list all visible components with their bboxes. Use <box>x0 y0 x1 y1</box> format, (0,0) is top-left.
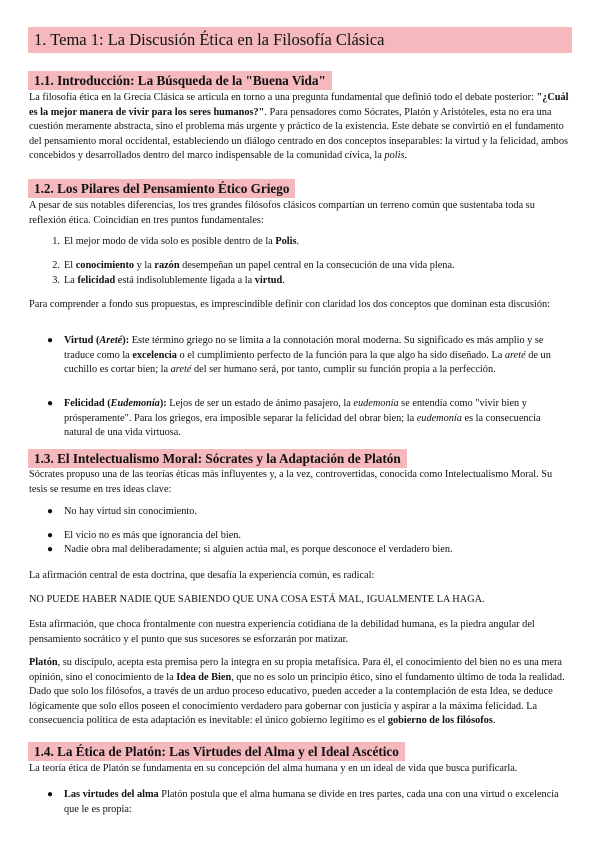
bullet-icon: ● <box>47 335 54 346</box>
bullet-icon: ● <box>47 544 54 555</box>
chapter-title: 1. Tema 1: La Discusión Ética en la Filosofía Clásica <box>28 27 572 53</box>
bullet-icon: ● <box>47 506 54 517</box>
list-item: Nadie obra mal deliberadamente; si alguien actúa mal, es porque desconoce el verdadero bien. <box>64 544 453 555</box>
list-number: 3. <box>52 275 60 286</box>
list-number: 2. <box>52 260 60 271</box>
list-item: El conocimiento y la razón desempeñan un papel central en la consecución de una vida plena. <box>64 260 455 271</box>
section-heading-1-2: 1.2. Los Pilares del Pensamiento Ético Griego <box>28 179 295 198</box>
section-heading-1-3: 1.3. El Intelectualismo Moral: Sócrates y la Adaptación de Platón <box>28 449 407 468</box>
bullet-icon: ● <box>47 398 54 409</box>
doctrine-quote: NO PUEDE HABER NADIE QUE SABIENDO QUE UNA COSA ESTÁ MAL, IGUALMENTE LA HAGA. <box>29 594 485 605</box>
section-heading-1-4: 1.4. La Ética de Platón: Las Virtudes del Alma y el Ideal Ascético <box>28 742 405 761</box>
bullet-icon: ● <box>47 530 54 541</box>
socratic-commentary: Esta afirmación, que choca frontalmente con nuestra experiencia cotidiana de la debilidad humana, es la piedra angular del pensamiento socrático y el punto que sus sucesores se esforzarán por matizar. <box>29 619 535 645</box>
plato-ethics-intro: La teoría ética de Platón se fundamenta en su concepción del alma humana y en un ideal de vida que busca purificarla. <box>29 763 518 774</box>
intellectualism-intro: Sócrates propuso una de las teorías éticas más influyentes y, a la vez, controvertidas, conocida como Intelectualismo Moral. Su tesis se resume en tres ideas clave: <box>29 469 553 495</box>
section-heading-1-1: 1.1. Introducción: La Búsqueda de la "Buena Vida" <box>28 71 332 90</box>
list-number: 1. <box>52 236 60 247</box>
happiness-definition: Felicidad (Eudemonía): Lejos de ser un estado de ánimo pasajero, la eudemonía se entendía como "vivir bien y prósperamente". Para los griegos, era imposible separar la felicidad del obrar bien; la eudemonía es la consecuencia natural de una vida virtuosa. <box>64 398 541 439</box>
list-item: El mejor modo de vida solo es posible dentro de la Polis. <box>64 236 300 247</box>
pillars-intro-paragraph: A pesar de sus notables diferencias, los tres grandes filósofos clásicos compartían un terreno común que sustentaba toda su reflexión ética. Coincidían en tres puntos fundamentales: <box>29 200 535 226</box>
intro-paragraph: La filosofía ética en la Grecia Clásica se articula en torno a una pregunta fundamental que definió todo el debate posterior: "¿Cuál es la mejor manera de vivir para los seres humanos?". Para pensadores como Sócrates, Platón y Aristóteles, esta no era una cuestión meramente abstracta, sino el problema más urgente y práctico de la existencia. Este debate se convirtió en el fundamento del pensamiento moral occidental, estableciendo un diálogo centrado en dos conceptos inseparables: la virtud y la felicidad, ambos concebidos y desarrollados dentro del marco indispensable de la comunidad cívica, la polis. <box>29 92 569 162</box>
concepts-paragraph: Para comprender a fondo sus propuestas, es imprescindible definir con claridad los dos conceptos que dominan esta discusión: <box>29 299 551 310</box>
plato-paragraph: Platón, su discípulo, acepta esta premisa pero la integra en su propia metafísica. Para él, el conocimiento del bien no es una mera opinión, sino el conocimiento de la Idea de Bien, que no es solo un principio ético, sino el fundamento último de toda la realidad. Dado que solo los filósofos, a través de un arduo proceso educativo, pueden acceder a la contemplación de esta Idea, se deduce lógicamente que solo ellos poseen el conocimiento verdadero para gobernar con justicia y aspirar a la máxima felicidad. La consecuencia política de esta adaptación es inevitable: el único gobierno legítimo es el gobierno de los filósofos. <box>29 657 565 727</box>
virtue-definition: Virtud (Areté): Este término griego no se limita a la connotación moral moderna. Su significado es más amplio y se traduce como la excelencia o el cumplimiento perfecto de la función para la que algo ha sido diseñado. La areté de un cuchillo es cortar bien; la areté del ser humano será, por tanto, cumplir su función propia a la perfección. <box>64 335 551 376</box>
list-item: El vicio no es más que ignorancia del bien. <box>64 530 241 541</box>
soul-virtues-item: Las virtudes del alma Platón postula que el alma humana se divide en tres partes, cada una con una virtud o excelencia que le es propia: <box>64 789 559 815</box>
list-item: La felicidad está indisolublemente ligada a la virtud. <box>64 275 285 286</box>
list-item: No hay virtud sin conocimiento. <box>64 506 197 517</box>
central-claim-paragraph: La afirmación central de esta doctrina, que desafía la experiencia común, es radical: <box>29 570 375 581</box>
bullet-icon: ● <box>47 789 54 800</box>
